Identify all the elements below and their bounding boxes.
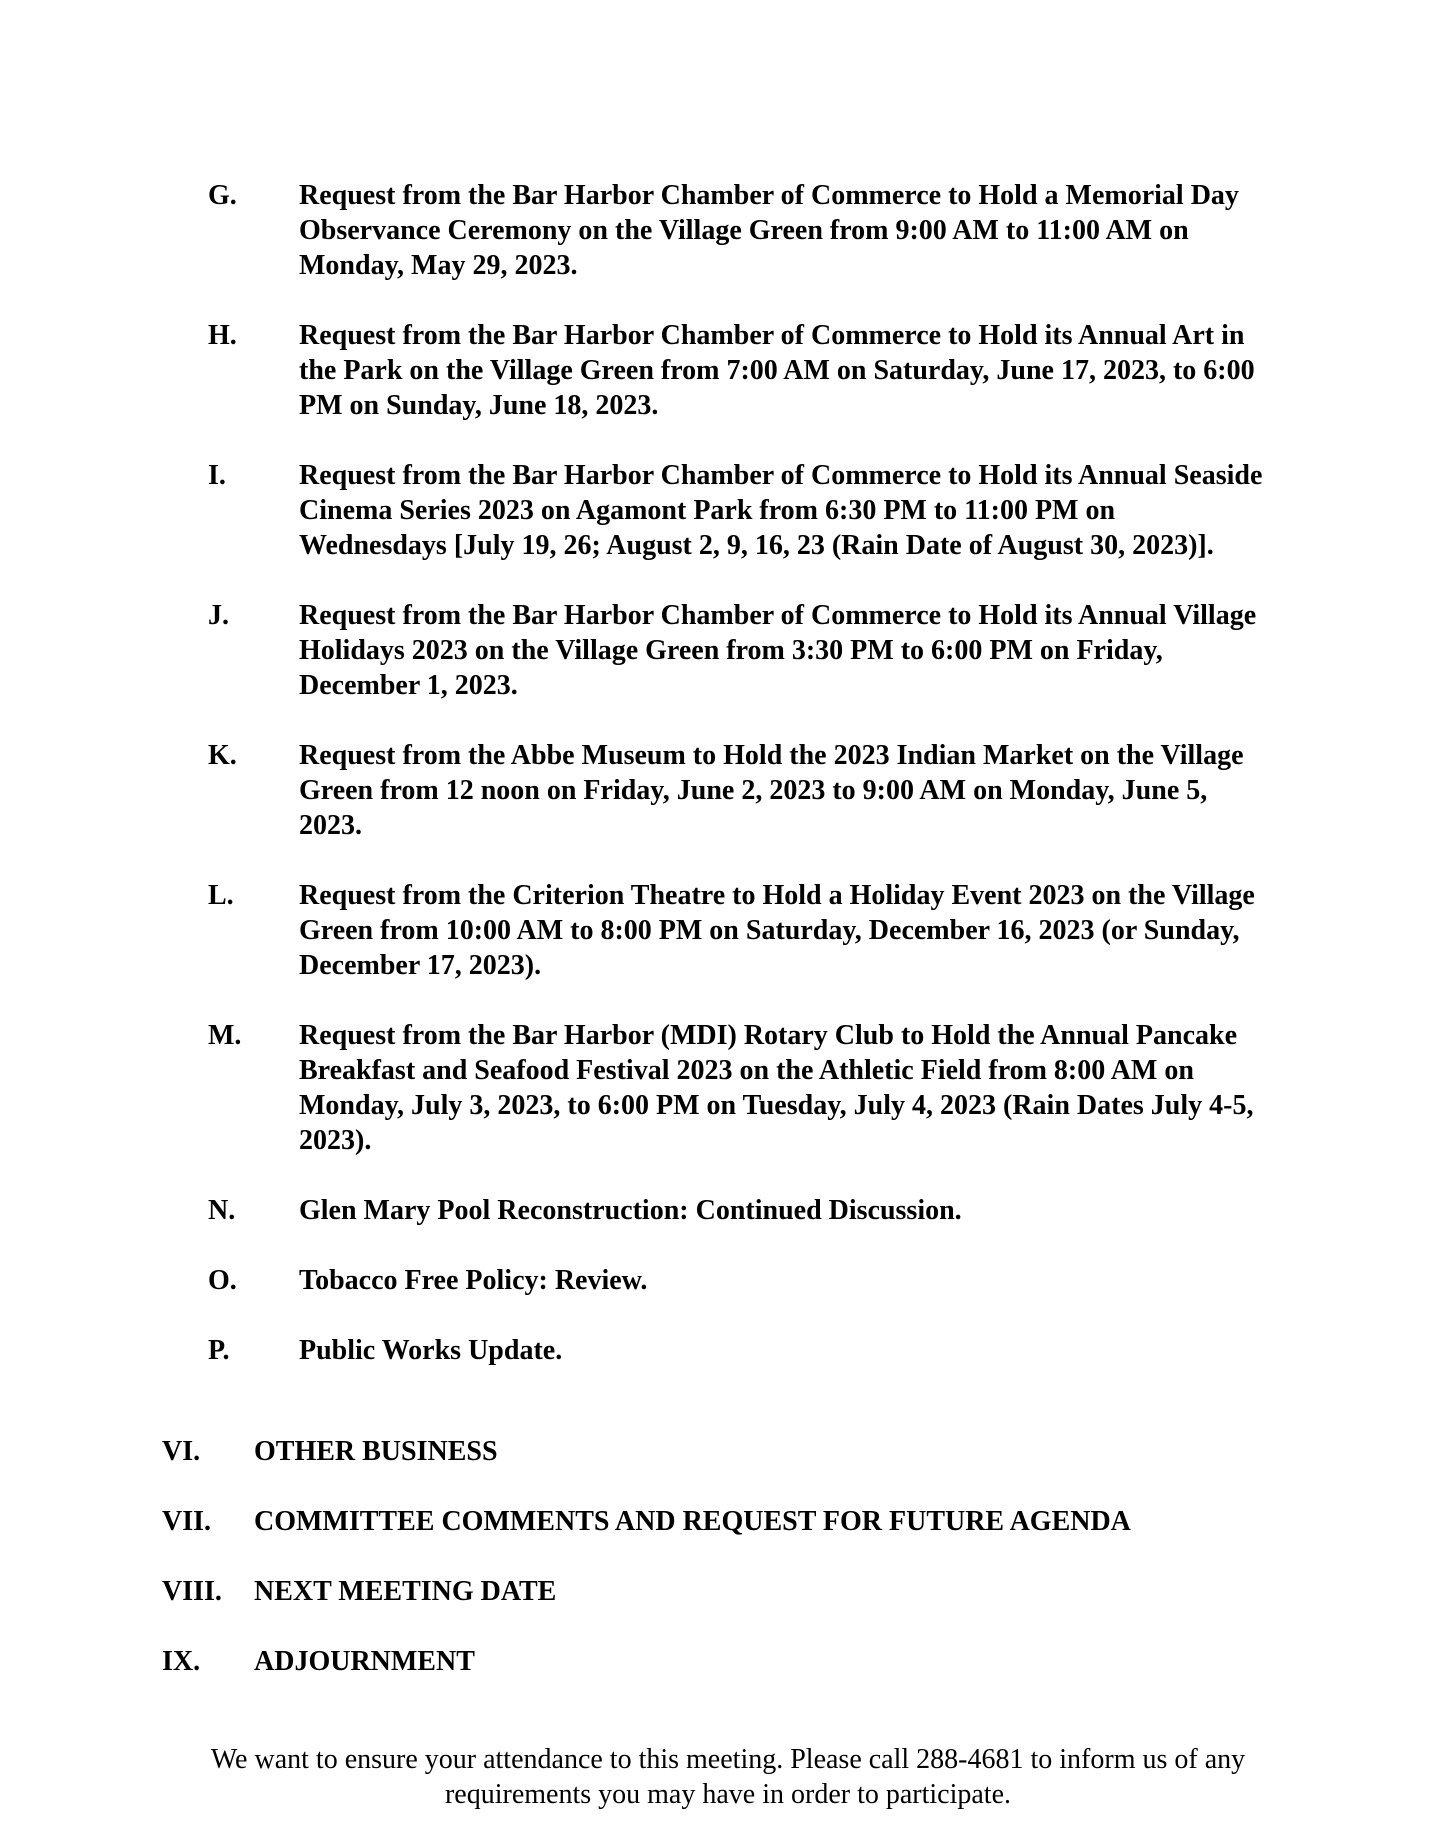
agenda-item-text: Request from the Bar Harbor Chamber of Commerce to Hold its Annual Art in the Park on the Village Green from 7:00 AM on Saturday, June 17, 2023, to 6:00 PM on Sunday, June 18, 2023. (299, 320, 1255, 421)
agenda-item-l (208, 878, 1268, 983)
agenda-item-n (208, 1193, 1268, 1228)
section-other-business (162, 1434, 1282, 1469)
agenda-item-text: Request from the Bar Harbor Chamber of Commerce to Hold its Annual Village Holidays 2023 on the Village Green from 3:30 PM to 6:00 PM on Friday, December 1, 2023. (299, 600, 1257, 701)
section-title: COMMITTEE COMMENTS AND REQUEST FOR FUTURE AGENDA (254, 1506, 1131, 1537)
agenda-item-letter: M. (208, 1020, 242, 1051)
section-title: ADJOURNMENT (254, 1646, 475, 1677)
agenda-item-m (208, 1018, 1268, 1158)
accessibility-notice: We want to ensure your attendance to this meeting. Please call 288-4681 to inform us of any requirements you may have in order to participate. (210, 1744, 1246, 1810)
agenda-item-letter: O. (208, 1265, 237, 1296)
agenda-item-text: Request from the Bar Harbor Chamber of Commerce to Hold a Memorial Day Observance Ceremony on the Village Green from 9:00 AM to 11:00 AM on Monday, May 29, 2023. (299, 180, 1239, 281)
agenda-item-k (208, 738, 1268, 843)
section-next-meeting-date (162, 1574, 1282, 1609)
agenda-item-letter: N. (208, 1195, 236, 1226)
agenda-item-text: Public Works Update. (299, 1335, 563, 1366)
agenda-item-text: Request from the Criterion Theatre to Hold a Holiday Event 2023 on the Village Green from 10:00 AM to 8:00 PM on Saturday, December 16, 2023 (or Sunday, December 17, 2023). (299, 880, 1255, 981)
agenda-item-letter: P. (208, 1335, 230, 1366)
agenda-item-text: Glen Mary Pool Reconstruction: Continued Discussion. (299, 1195, 962, 1226)
agenda-item-o (208, 1263, 1268, 1298)
agenda-item-p (208, 1333, 1268, 1368)
section-numeral: VIII. (162, 1576, 222, 1607)
section-numeral: IX. (162, 1646, 201, 1677)
agenda-items-list (208, 178, 1268, 1368)
agenda-item-j (208, 598, 1268, 703)
section-title: NEXT MEETING DATE (254, 1576, 557, 1607)
agenda-item-g (208, 178, 1268, 283)
agenda-item-h (208, 318, 1268, 423)
section-committee-comments (162, 1504, 1282, 1539)
agenda-sections-list (162, 1434, 1282, 1679)
agenda-item-text: Tobacco Free Policy: Review. (299, 1265, 648, 1296)
agenda-item-letter: K. (208, 740, 237, 771)
agenda-item-letter: L. (208, 880, 234, 911)
agenda-item-text: Request from the Abbe Museum to Hold the 2023 Indian Market on the Village Green from 12 noon on Friday, June 2, 2023 to 9:00 AM on Monday, June 5, 2023. (299, 740, 1244, 841)
agenda-item-letter: H. (208, 320, 237, 351)
agenda-item-letter: G. (208, 180, 237, 211)
section-title: OTHER BUSINESS (254, 1436, 498, 1467)
agenda-item-i (208, 458, 1268, 563)
section-numeral: VII. (162, 1506, 212, 1537)
agenda-item-text: Request from the Bar Harbor Chamber of Commerce to Hold its Annual Seaside Cinema Series 2023 on Agamont Park from 6:30 PM to 11:00 PM on Wednesdays [July 19, 26; August 2, 9, 16, 23 (Rain Date of August 30, 2023)]. (299, 460, 1263, 561)
agenda-item-letter: J. (208, 600, 229, 631)
section-numeral: VI. (162, 1436, 201, 1467)
agenda-item-letter: I. (208, 460, 226, 491)
section-adjournment (162, 1644, 1282, 1679)
agenda-item-text: Request from the Bar Harbor (MDI) Rotary Club to Hold the Annual Pancake Breakfast and Seafood Festival 2023 on the Athletic Field from 8:00 AM on Monday, July 3, 2023, to 6:00 PM on Tuesday, July 4, 2023 (Rain Dates July 4-5, 2023). (299, 1020, 1254, 1156)
